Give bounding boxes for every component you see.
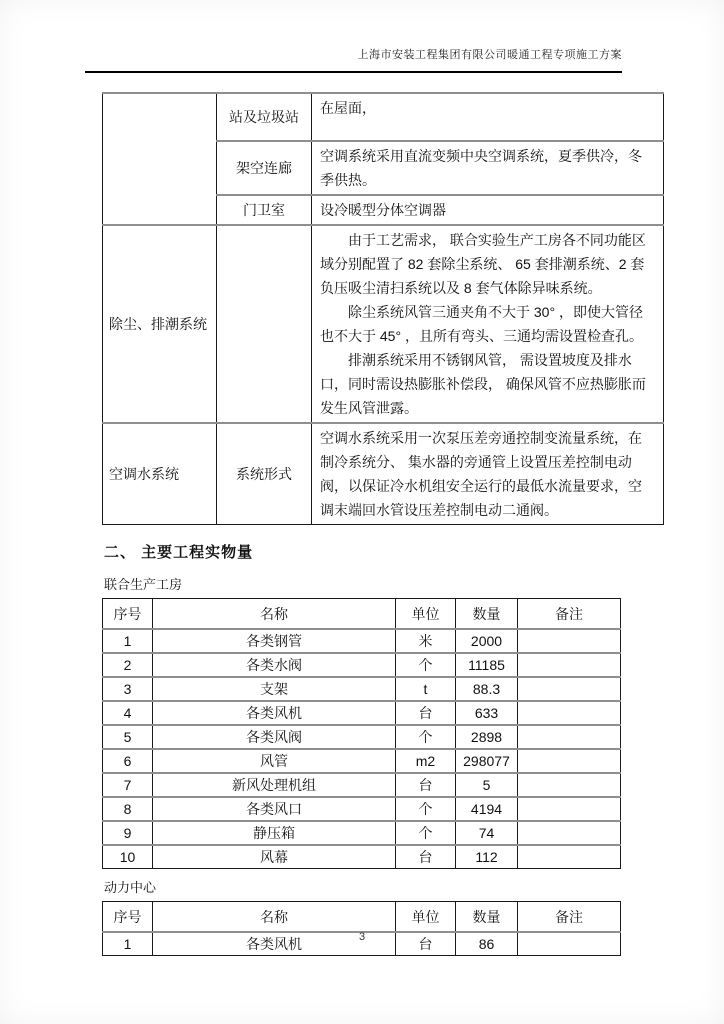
table-row <box>103 797 621 821</box>
table-cell: 各类风机 <box>153 701 396 725</box>
system-description-table <box>102 92 664 525</box>
description-text: 空调水系统采用一次泵压差旁通控制变流量系统，在制冷系统分、 集水器的旁通管上设置压差控制电动阀，以保证冷水机组安全运行的最低水流量要求，空调末端回水管设压差控制电动二通阀。 <box>320 430 642 518</box>
table-cell: 台 <box>396 773 456 797</box>
table-cell: t <box>396 677 456 701</box>
subsystem-cell: 站及垃圾站 <box>217 93 312 141</box>
description-text: 空调系统采用直流变频中央空调系统，夏季供冷，冬季供热。 <box>320 148 642 188</box>
description-text: 排潮系统采用不锈钢风管， 需设置坡度及排水口，同时需设热膨胀补偿段， 确保风管不应热膨胀而发生风管泄露。 <box>320 352 646 416</box>
system-name-cell: 除尘、排潮系统 <box>103 225 217 423</box>
table-cell: 86 <box>456 932 518 956</box>
description-text: 由于工艺需求， 联合实验生产工房各不同功能区域分别配置了 82 套除尘系统、 65 套排潮系统、2 套负压吸尘清扫系统以及 8 套气体除异味系统。 <box>320 232 646 296</box>
table-cell: 米 <box>396 629 456 653</box>
table-row <box>103 653 621 677</box>
table-cell: 633 <box>456 701 518 725</box>
table-cell: 台 <box>396 845 456 869</box>
table-row <box>103 845 621 869</box>
column-header-note: 备注 <box>518 902 621 933</box>
table-cell: 各类水阀 <box>153 653 396 677</box>
quantity-table-dongli <box>102 901 621 956</box>
page-number: 3 <box>358 931 366 943</box>
table-cell: 4 <box>103 701 153 725</box>
table-cell: 8 <box>103 797 153 821</box>
page-content <box>102 92 646 964</box>
table-group-label-lianhe: 联合生产工房 <box>104 577 183 592</box>
table-group-label-dongli: 动力中心 <box>104 880 157 895</box>
table-row <box>103 629 621 653</box>
table-cell: 5 <box>103 725 153 749</box>
table-cell: 2 <box>103 653 153 677</box>
description-cell <box>312 93 664 141</box>
table-cell: 298077 <box>456 749 518 773</box>
description-text: 在屋面， <box>320 100 376 116</box>
table-row <box>103 93 664 141</box>
table-cell: 台 <box>396 932 456 956</box>
table-cell <box>518 653 621 677</box>
table-cell: 个 <box>396 653 456 677</box>
table-cell <box>518 845 621 869</box>
table-cell: 各类风口 <box>153 797 396 821</box>
table-cell <box>518 629 621 653</box>
table-cell: 各类钢管 <box>153 629 396 653</box>
table-cell <box>518 773 621 797</box>
table-cell <box>518 797 621 821</box>
table-cell: 4194 <box>456 797 518 821</box>
table-cell: 1 <box>103 932 153 956</box>
table-row <box>103 749 621 773</box>
column-header-name: 名称 <box>153 599 396 630</box>
header-title: 上海市安装工程集团有限公司暖通工程专项施工方案 <box>357 49 622 61</box>
column-header-name: 名称 <box>153 902 396 933</box>
description-cell <box>312 141 664 195</box>
table-cell: 各类风阀 <box>153 725 396 749</box>
table-cell: 台 <box>396 701 456 725</box>
table-row <box>103 225 664 423</box>
system-name-cell <box>103 93 217 225</box>
page-header <box>85 46 622 73</box>
subsystem-cell: 架空连廊 <box>217 141 312 195</box>
column-header-qty: 数量 <box>456 599 518 630</box>
column-header-unit: 单位 <box>396 599 456 630</box>
column-header-index: 序号 <box>103 599 153 630</box>
table-row <box>103 701 621 725</box>
table-cell <box>518 821 621 845</box>
table-cell: 个 <box>396 725 456 749</box>
table-cell: 1 <box>103 629 153 653</box>
description-text: 除尘系统风管三通夹角不大于 30° ，即使大管径也不大于 45° ，且所有弯头、三通均需设置检查孔。 <box>320 304 643 344</box>
table-cell: 74 <box>456 821 518 845</box>
table-cell: 风幕 <box>153 845 396 869</box>
table-header-row <box>103 599 621 630</box>
quantity-table-lianhe <box>102 598 621 869</box>
table-cell: 新风处理机组 <box>153 773 396 797</box>
table-cell: 2898 <box>456 725 518 749</box>
table-cell: 3 <box>103 677 153 701</box>
table-row <box>103 677 621 701</box>
description-cell <box>312 195 664 225</box>
column-header-note: 备注 <box>518 599 621 630</box>
table-row <box>103 773 621 797</box>
table-cell: 5 <box>456 773 518 797</box>
table-cell: 10 <box>103 845 153 869</box>
table-header-row <box>103 902 621 933</box>
column-header-unit: 单位 <box>396 902 456 933</box>
table-cell <box>518 677 621 701</box>
table-row <box>103 725 621 749</box>
table-row <box>103 423 664 525</box>
table-cell <box>518 701 621 725</box>
column-header-qty: 数量 <box>456 902 518 933</box>
table-cell: 11185 <box>456 653 518 677</box>
subsystem-cell: 系统形式 <box>217 423 312 525</box>
table-cell <box>518 725 621 749</box>
table-cell: 风管 <box>153 749 396 773</box>
table-cell: 7 <box>103 773 153 797</box>
subsystem-cell <box>217 225 312 423</box>
table-cell: 个 <box>396 821 456 845</box>
table-cell: 各类风机 <box>153 932 396 956</box>
subsystem-cell: 门卫室 <box>217 195 312 225</box>
table-cell: 6 <box>103 749 153 773</box>
table-cell <box>518 749 621 773</box>
table-cell: m2 <box>396 749 456 773</box>
table-row <box>103 821 621 845</box>
system-name-cell: 空调水系统 <box>103 423 217 525</box>
table-cell: 静压箱 <box>153 821 396 845</box>
table-cell: 个 <box>396 797 456 821</box>
description-cell <box>312 225 664 423</box>
section-heading: 二、 主要工程实物量 <box>104 544 254 561</box>
column-header-index: 序号 <box>103 902 153 933</box>
description-text: 设冷暖型分体空调器 <box>320 202 446 218</box>
table-cell: 112 <box>456 845 518 869</box>
description-cell <box>312 423 664 525</box>
table-cell: 2000 <box>456 629 518 653</box>
table-cell: 支架 <box>153 677 396 701</box>
table-cell: 88.3 <box>456 677 518 701</box>
table-cell: 9 <box>103 821 153 845</box>
